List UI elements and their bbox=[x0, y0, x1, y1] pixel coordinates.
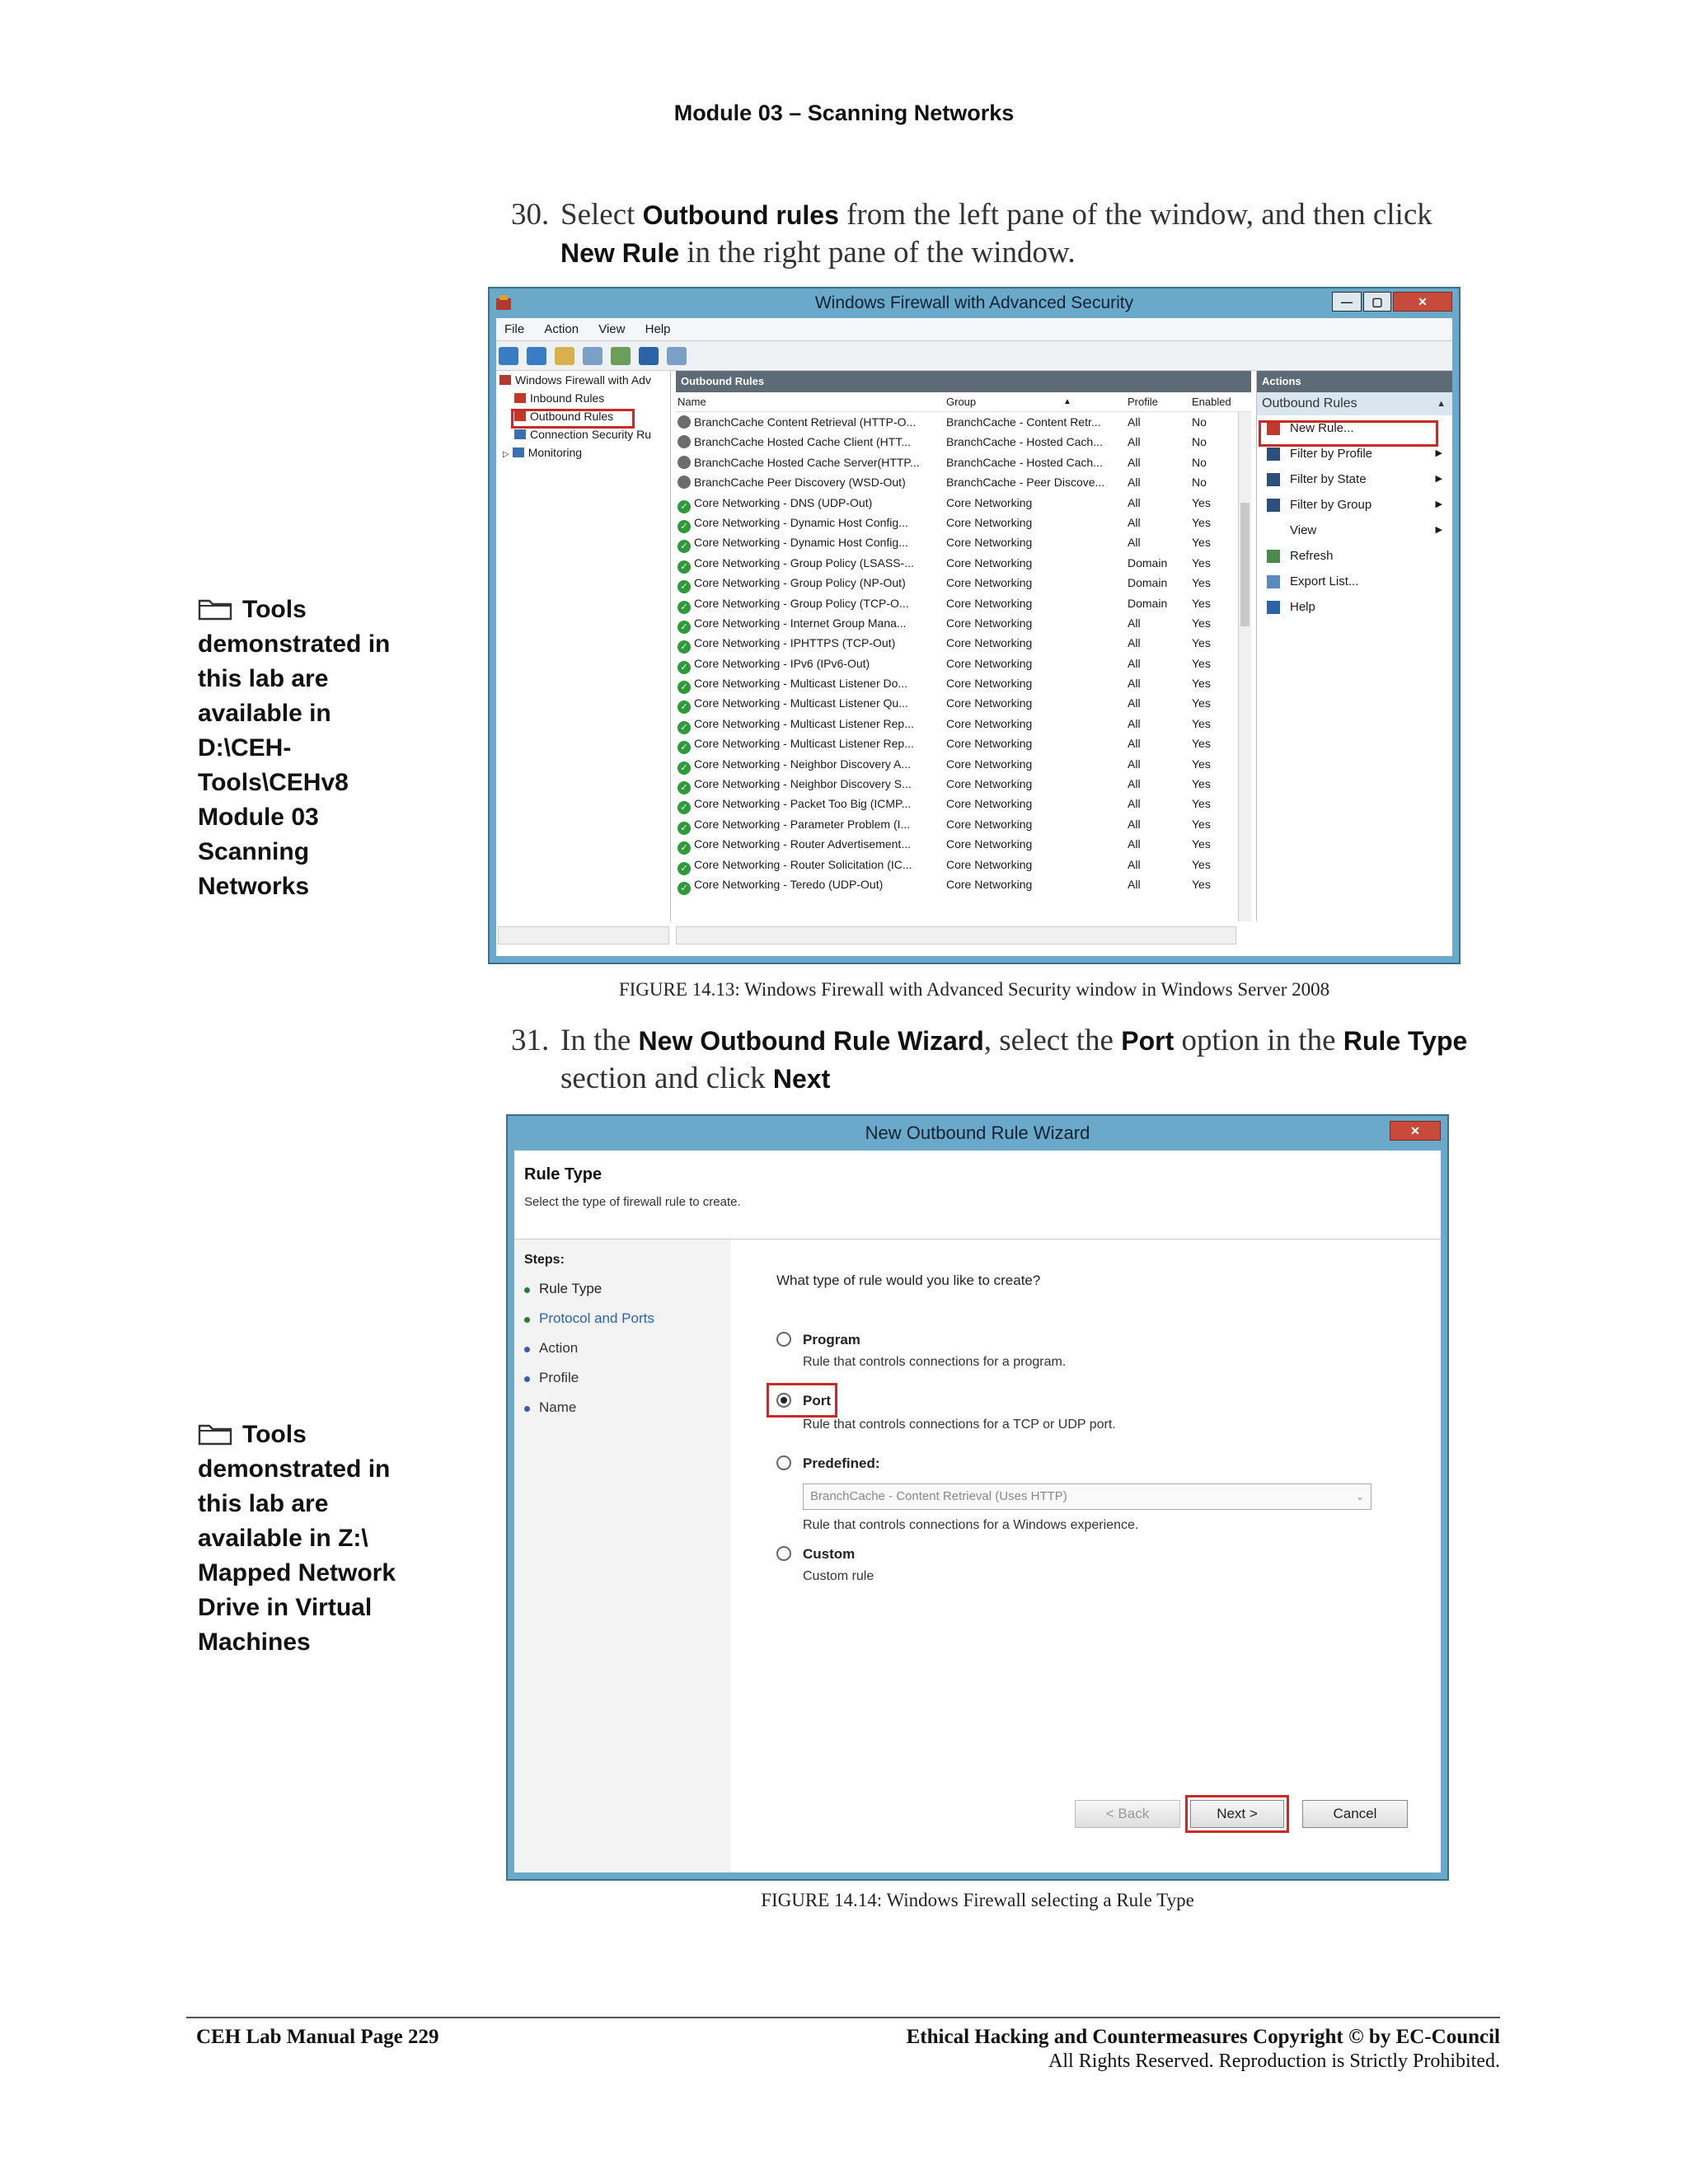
rule-profile: All bbox=[1128, 817, 1141, 831]
rule-name: ✓ Core Networking - Dynamic Host Config... bbox=[678, 513, 940, 533]
view-icon bbox=[1267, 524, 1280, 537]
enabled-check-icon: ✓ bbox=[678, 701, 691, 714]
rule-group: Core Networking bbox=[946, 737, 1033, 751]
rule-group: Core Networking bbox=[946, 777, 1033, 791]
enabled-check-icon: ✓ bbox=[678, 640, 691, 654]
wizard-title: New Outbound Rule Wizard bbox=[865, 1122, 1090, 1143]
rule-enabled: Yes bbox=[1192, 677, 1211, 691]
enabled-check-icon: ✓ bbox=[678, 741, 691, 754]
table-row[interactable] bbox=[676, 452, 1251, 472]
rule-profile: All bbox=[1128, 857, 1141, 871]
help-icon bbox=[1267, 601, 1280, 614]
step-text: Select Outbound rules from the left pane of the window, and then click New Rule in the right pane of the window. bbox=[560, 198, 1432, 269]
highlight-outbound-rules bbox=[511, 409, 635, 429]
rule-profile: All bbox=[1128, 797, 1141, 811]
radio-custom[interactable] bbox=[776, 1546, 791, 1561]
rule-enabled: Yes bbox=[1192, 616, 1211, 630]
menu-action[interactable]: Action bbox=[544, 322, 579, 336]
module-header: Module 03 – Scanning Networks bbox=[673, 101, 1015, 125]
help-icon[interactable] bbox=[639, 347, 659, 365]
rule-enabled: Yes bbox=[1192, 696, 1211, 710]
back-icon[interactable] bbox=[499, 347, 518, 365]
col-name[interactable]: Name bbox=[678, 396, 706, 408]
firewall-client-area bbox=[496, 318, 1452, 956]
table-row[interactable] bbox=[676, 693, 1251, 713]
up-folder-icon[interactable] bbox=[555, 347, 574, 365]
rule-enabled: No bbox=[1192, 476, 1207, 490]
steps-label: Steps: bbox=[524, 1253, 565, 1267]
footer-page-label: CEH Lab Manual Page 229 bbox=[196, 2026, 439, 2048]
rule-enabled: Yes bbox=[1192, 817, 1211, 831]
disabled-rule-icon bbox=[678, 476, 691, 489]
tree-item-root[interactable]: Windows Firewall with Adv bbox=[496, 371, 670, 389]
rule-group: Core Networking bbox=[946, 696, 1033, 710]
rule-profile: All bbox=[1128, 476, 1141, 490]
rule-profile: All bbox=[1128, 636, 1141, 650]
wizard-header bbox=[514, 1151, 1441, 1240]
col-profile[interactable]: Profile bbox=[1128, 396, 1158, 408]
enabled-check-icon: ✓ bbox=[678, 882, 691, 895]
table-row[interactable] bbox=[676, 774, 1251, 794]
rule-enabled: Yes bbox=[1192, 797, 1211, 811]
rule-profile: All bbox=[1128, 616, 1141, 630]
actions-title: Actions bbox=[1257, 371, 1452, 392]
footer-copyright: Ethical Hacking and Countermeasures Copyright © by EC-Council bbox=[906, 2026, 1500, 2048]
rule-enabled: No bbox=[1192, 415, 1207, 429]
rule-group: Core Networking bbox=[946, 596, 1033, 610]
rule-enabled: Yes bbox=[1192, 857, 1211, 871]
filter-icon bbox=[1267, 473, 1280, 486]
rule-name: ✓ Core Networking - Multicast Listener Qu... bbox=[678, 693, 940, 714]
tree-item-connection-security[interactable]: Connection Security Ru bbox=[496, 425, 670, 443]
rule-enabled: Yes bbox=[1192, 536, 1211, 550]
folder-icon bbox=[198, 596, 236, 621]
enabled-check-icon: ✓ bbox=[678, 681, 691, 694]
col-group[interactable]: Group bbox=[946, 396, 977, 408]
menu-bar bbox=[496, 318, 1452, 341]
rule-name: ✓ Core Networking - Teredo (UDP-Out) bbox=[678, 874, 940, 895]
disabled-rule-icon bbox=[678, 415, 691, 429]
table-row[interactable] bbox=[676, 654, 1251, 673]
rule-enabled: Yes bbox=[1192, 636, 1211, 650]
disabled-rule-icon bbox=[678, 435, 691, 448]
filter-icon bbox=[1267, 448, 1280, 461]
rule-profile: All bbox=[1128, 757, 1141, 771]
rule-name: ✓ Core Networking - Group Policy (TCP-O... bbox=[678, 593, 940, 614]
rule-enabled: Yes bbox=[1192, 877, 1211, 891]
actions-pane bbox=[1256, 371, 1452, 921]
wizard-step-rule-type: Rule Type bbox=[539, 1281, 602, 1297]
submenu-arrow-icon: ▶ bbox=[1435, 474, 1442, 484]
rule-name: ✓ Core Networking - Internet Group Mana... bbox=[678, 613, 940, 634]
tree-horizontal-scrollbar[interactable] bbox=[498, 926, 669, 944]
table-row[interactable] bbox=[676, 834, 1251, 854]
rule-profile: All bbox=[1128, 777, 1141, 791]
wizard-step-protocol-ports[interactable]: Protocol and Ports bbox=[539, 1310, 654, 1327]
predefined-rules-combo[interactable]: BranchCache - Content Retrieval (Uses HTTP) ⌄ bbox=[803, 1483, 1372, 1510]
rule-group: BranchCache - Hosted Cach... bbox=[946, 455, 1103, 469]
menu-file[interactable]: File bbox=[504, 322, 525, 336]
option-predefined-desc: Rule that controls connections for a Windows experience. bbox=[803, 1518, 1139, 1532]
enabled-check-icon: ✓ bbox=[678, 500, 691, 513]
enabled-check-icon: ✓ bbox=[678, 801, 691, 814]
rule-profile: All bbox=[1128, 737, 1141, 751]
footer-rights: All Rights Reserved. Reproduction is Strictly Prohibited. bbox=[1048, 2050, 1500, 2072]
rule-profile: All bbox=[1128, 495, 1141, 509]
table-row[interactable] bbox=[676, 412, 1251, 432]
rule-profile: All bbox=[1128, 677, 1141, 691]
rule-group: Core Networking bbox=[946, 837, 1033, 851]
column-headers bbox=[676, 392, 1251, 412]
enabled-check-icon: ✓ bbox=[678, 540, 691, 553]
rule-name: ✓ Core Networking - Multicast Listener Rep... bbox=[678, 733, 940, 754]
footer-divider bbox=[186, 2017, 1500, 2018]
properties-icon[interactable] bbox=[667, 347, 687, 365]
rule-group: Core Networking bbox=[946, 515, 1033, 529]
monitoring-icon bbox=[513, 448, 524, 457]
menu-help[interactable]: Help bbox=[645, 322, 671, 336]
option-custom-desc: Custom rule bbox=[803, 1569, 874, 1583]
rule-name: ✓ Core Networking - Neighbor Discovery A... bbox=[678, 754, 940, 775]
table-row[interactable] bbox=[676, 532, 1251, 552]
radio-program[interactable] bbox=[776, 1332, 791, 1347]
rule-group: Core Networking bbox=[946, 495, 1033, 509]
table-row[interactable] bbox=[676, 673, 1251, 693]
action-item-filter-by-profile[interactable]: Filter by Profile ▶ bbox=[1257, 441, 1452, 466]
wizard-steps-panel bbox=[514, 1240, 730, 1872]
rule-name: BranchCache Content Retrieval (HTTP-O... bbox=[678, 412, 940, 432]
enabled-check-icon: ✓ bbox=[678, 762, 691, 775]
rule-group: Core Networking bbox=[946, 555, 1033, 569]
table-row[interactable] bbox=[676, 553, 1251, 573]
step-30 bbox=[511, 196, 1500, 272]
rule-profile: All bbox=[1128, 837, 1141, 851]
action-item-view[interactable]: View ▶ bbox=[1257, 518, 1452, 543]
enabled-check-icon: ✓ bbox=[678, 862, 691, 875]
rule-enabled: Yes bbox=[1192, 495, 1211, 509]
enabled-check-icon: ✓ bbox=[678, 841, 691, 855]
firewall-icon bbox=[499, 375, 511, 385]
toolbar bbox=[496, 341, 1452, 371]
enabled-check-icon: ✓ bbox=[678, 822, 691, 835]
rule-group: Core Networking bbox=[946, 576, 1033, 590]
rule-profile: Domain bbox=[1128, 576, 1168, 590]
option-port-desc: Rule that controls connections for a TCP or UDP port. bbox=[803, 1418, 1116, 1432]
rule-group: Core Networking bbox=[946, 716, 1033, 730]
firewall-window bbox=[488, 287, 1461, 964]
submenu-arrow-icon: ▶ bbox=[1435, 448, 1442, 458]
wizard-step-name: Name bbox=[539, 1399, 576, 1416]
action-item-filter-by-state[interactable]: Filter by State ▶ bbox=[1257, 466, 1452, 492]
forward-icon[interactable] bbox=[527, 347, 546, 365]
action-item-new-rule[interactable]: New Rule... bbox=[1257, 415, 1452, 441]
sort-arrow-icon: ▲ bbox=[1063, 397, 1071, 406]
figure-caption-1413: FIGURE 14.13: Windows Firewall with Advanced Security window in Windows Server 2008 bbox=[618, 979, 1330, 1000]
filter-icon bbox=[1267, 499, 1280, 512]
rule-name: ✓ Core Networking - IPHTTPS (TCP-Out) bbox=[678, 633, 940, 654]
cancel-button[interactable]: Cancel bbox=[1302, 1800, 1408, 1828]
rule-group: Core Networking bbox=[946, 636, 1033, 650]
table-row[interactable] bbox=[676, 714, 1251, 733]
rule-name: ✓ Core Networking - Group Policy (NP-Out) bbox=[678, 573, 940, 593]
rules-horizontal-scrollbar[interactable] bbox=[676, 926, 1236, 944]
table-row[interactable] bbox=[676, 593, 1251, 613]
rule-enabled: Yes bbox=[1192, 515, 1211, 529]
tree-item-outbound[interactable]: Outbound Rules bbox=[496, 407, 670, 425]
navigation-tree bbox=[496, 371, 671, 921]
rule-group: BranchCache - Peer Discove... bbox=[946, 476, 1105, 490]
export-list-icon bbox=[1267, 575, 1280, 588]
radio-predefined[interactable] bbox=[776, 1455, 791, 1470]
rule-profile: All bbox=[1128, 877, 1141, 891]
table-row[interactable] bbox=[676, 472, 1251, 492]
rule-group: Core Networking bbox=[946, 797, 1033, 811]
table-row[interactable] bbox=[676, 493, 1251, 513]
folder-icon bbox=[198, 1421, 236, 1446]
rule-profile: Domain bbox=[1128, 555, 1168, 569]
rule-enabled: Yes bbox=[1192, 596, 1211, 610]
rule-profile: All bbox=[1128, 455, 1141, 469]
chevron-down-icon[interactable]: ⌄ bbox=[1355, 1491, 1364, 1502]
window-title: Windows Firewall with Advanced Security bbox=[814, 293, 1134, 312]
scroll-thumb[interactable] bbox=[1240, 503, 1250, 626]
rule-name: ✓ Core Networking - DNS (UDP-Out) bbox=[678, 493, 940, 513]
wizard-client-area bbox=[514, 1151, 1441, 1872]
rule-profile: All bbox=[1128, 656, 1141, 670]
table-row[interactable] bbox=[676, 794, 1251, 813]
close-button[interactable]: ✕ bbox=[1393, 292, 1452, 312]
submenu-arrow-icon: ▶ bbox=[1435, 525, 1442, 535]
tree-item-inbound[interactable]: Inbound Rules bbox=[496, 389, 670, 407]
connection-security-icon bbox=[514, 429, 526, 439]
action-item-export-list[interactable]: Export List... bbox=[1257, 569, 1452, 594]
rule-name: ✓ Core Networking - Group Policy (LSASS-... bbox=[678, 553, 940, 574]
wizard-close-button[interactable]: ✕ bbox=[1390, 1121, 1441, 1141]
option-predefined-label: Predefined: bbox=[803, 1455, 880, 1471]
table-row[interactable] bbox=[676, 733, 1251, 753]
table-row[interactable] bbox=[676, 613, 1251, 633]
tip-sidebar-1: Tools demonstrated in this lab are available in D:\CEH- Tools\CEHv8 Module 03 Scanning Networks bbox=[198, 596, 391, 900]
table-row[interactable] bbox=[676, 855, 1251, 874]
highlight-new-rule bbox=[1259, 420, 1438, 447]
refresh-icon bbox=[1267, 550, 1280, 563]
rule-enabled: Yes bbox=[1192, 656, 1211, 670]
next-button[interactable]: Next > bbox=[1190, 1800, 1284, 1828]
enabled-check-icon: ✓ bbox=[678, 661, 691, 674]
step-number: 30. bbox=[511, 198, 550, 232]
step-text: In the New Outbound Rule Wizard, select the Port option in the Rule Type section and click Next bbox=[560, 1024, 1468, 1095]
rule-enabled: No bbox=[1192, 455, 1207, 469]
rule-enabled: Yes bbox=[1192, 757, 1211, 771]
rule-group: Core Networking bbox=[946, 536, 1033, 550]
rule-name: ✓ Core Networking - Multicast Listener Do... bbox=[678, 673, 940, 694]
disabled-rule-icon bbox=[678, 456, 691, 469]
rule-group: Core Networking bbox=[946, 656, 1033, 670]
expand-arrow-icon[interactable]: ▷ bbox=[503, 450, 509, 459]
enabled-check-icon: ✓ bbox=[678, 781, 691, 794]
rule-group: BranchCache - Hosted Cach... bbox=[946, 435, 1103, 449]
table-row[interactable] bbox=[676, 633, 1251, 653]
enabled-check-icon: ✓ bbox=[678, 520, 691, 533]
rule-profile: All bbox=[1128, 415, 1141, 429]
wizard-subheading: Select the type of firewall rule to create. bbox=[524, 1195, 741, 1209]
rule-enabled: Yes bbox=[1192, 737, 1211, 751]
pane-title: Outbound Rules bbox=[676, 371, 1251, 392]
action-item-filter-by-group[interactable]: Filter by Group ▶ bbox=[1257, 492, 1452, 518]
step-31 bbox=[511, 1022, 1500, 1098]
table-row[interactable] bbox=[676, 573, 1251, 593]
rule-enabled: Yes bbox=[1192, 555, 1211, 569]
rule-name: ✓ Core Networking - Parameter Problem (I... bbox=[678, 814, 940, 835]
rule-group: BranchCache - Content Retr... bbox=[946, 415, 1101, 429]
rule-profile: All bbox=[1128, 536, 1141, 550]
table-row[interactable] bbox=[676, 432, 1251, 452]
rule-enabled: Yes bbox=[1192, 576, 1211, 590]
rule-group: Core Networking bbox=[946, 877, 1033, 891]
rule-name: BranchCache Hosted Cache Client (HTT... bbox=[678, 432, 940, 452]
rules-list bbox=[676, 412, 1251, 894]
rule-enabled: Yes bbox=[1192, 777, 1211, 791]
new-outbound-rule-wizard bbox=[506, 1114, 1449, 1881]
step-number: 31. bbox=[511, 1024, 550, 1057]
table-row[interactable] bbox=[676, 513, 1251, 532]
rule-enabled: Yes bbox=[1192, 716, 1211, 730]
rule-name: ✓ Core Networking - Router Solicitation (IC... bbox=[678, 855, 940, 875]
rule-profile: All bbox=[1128, 435, 1141, 449]
submenu-arrow-icon: ▶ bbox=[1435, 499, 1442, 509]
rule-group: Core Networking bbox=[946, 817, 1033, 831]
enabled-check-icon: ✓ bbox=[678, 560, 691, 574]
highlight-port-option bbox=[767, 1383, 837, 1418]
table-row[interactable] bbox=[676, 814, 1251, 834]
wizard-step-action: Action bbox=[539, 1340, 578, 1357]
rule-name: ✓ Core Networking - IPv6 (IPv6-Out) bbox=[678, 654, 940, 674]
export-icon[interactable] bbox=[611, 347, 631, 365]
rule-name: ✓ Core Networking - Multicast Listener Rep... bbox=[678, 714, 940, 734]
rule-group: Core Networking bbox=[946, 757, 1033, 771]
action-item-refresh[interactable]: Refresh bbox=[1257, 543, 1452, 569]
rule-name: ✓ Core Networking - Packet Too Big (ICMP... bbox=[678, 794, 940, 814]
show-hide-tree-icon[interactable] bbox=[583, 347, 603, 365]
actions-group-header[interactable]: Outbound Rules ▲ bbox=[1257, 392, 1452, 415]
rule-group: Core Networking bbox=[946, 616, 1033, 630]
option-port-label: Port bbox=[803, 1393, 831, 1408]
enabled-check-icon: ✓ bbox=[678, 580, 691, 593]
back-button[interactable]: < Back bbox=[1075, 1800, 1180, 1828]
table-row[interactable] bbox=[676, 874, 1251, 894]
rule-profile: Domain bbox=[1128, 596, 1168, 610]
rule-name: BranchCache Hosted Cache Server(HTTP... bbox=[678, 452, 940, 472]
rule-type-question: What type of rule would you like to create? bbox=[776, 1272, 1041, 1288]
enabled-check-icon: ✓ bbox=[678, 721, 691, 734]
rule-name: ✓ Core Networking - Neighbor Discovery S... bbox=[678, 774, 940, 794]
vertical-scrollbar[interactable] bbox=[1238, 412, 1251, 921]
minimize-button[interactable]: — bbox=[1332, 292, 1362, 312]
highlight-next-button bbox=[1185, 1795, 1289, 1833]
rule-enabled: Yes bbox=[1192, 837, 1211, 851]
rule-name: ✓ Core Networking - Router Advertisement... bbox=[678, 834, 940, 855]
col-enabled[interactable]: Enabled bbox=[1192, 396, 1231, 408]
inbound-rules-icon bbox=[514, 393, 526, 403]
wizard-step-profile: Profile bbox=[539, 1370, 579, 1386]
option-program-label: Program bbox=[803, 1332, 860, 1347]
enabled-check-icon: ✓ bbox=[678, 601, 691, 614]
rule-name: ✓ Core Networking - Dynamic Host Config... bbox=[678, 532, 940, 553]
maximize-button[interactable]: ▢ bbox=[1363, 292, 1391, 312]
rule-profile: All bbox=[1128, 716, 1141, 730]
rule-profile: All bbox=[1128, 696, 1141, 710]
tree-item-monitoring[interactable]: ▷ Monitoring bbox=[503, 446, 583, 459]
rule-profile: All bbox=[1128, 515, 1141, 529]
rule-group: Core Networking bbox=[946, 857, 1033, 871]
option-program-desc: Rule that controls connections for a program. bbox=[803, 1355, 1067, 1369]
figure-caption-1414: FIGURE 14.14: Windows Firewall selecting a Rule Type bbox=[761, 1890, 1194, 1910]
table-row[interactable] bbox=[676, 754, 1251, 774]
collapse-icon[interactable]: ▲ bbox=[1437, 399, 1446, 409]
option-custom-label: Custom bbox=[803, 1546, 856, 1562]
action-item-help[interactable]: Help bbox=[1257, 594, 1452, 620]
rule-enabled: No bbox=[1192, 435, 1207, 449]
enabled-check-icon: ✓ bbox=[678, 621, 691, 634]
rule-group: Core Networking bbox=[946, 677, 1033, 691]
menu-view[interactable]: View bbox=[598, 322, 626, 336]
wizard-main-panel bbox=[730, 1240, 1441, 1872]
rules-pane bbox=[676, 371, 1251, 921]
wizard-heading: Rule Type bbox=[524, 1165, 603, 1183]
tip-sidebar-2: Tools demonstrated in this lab are available in Z:\ Mapped Network Drive in Virtual Machines bbox=[198, 1421, 396, 1656]
rule-name: BranchCache Peer Discovery (WSD-Out) bbox=[678, 472, 940, 492]
